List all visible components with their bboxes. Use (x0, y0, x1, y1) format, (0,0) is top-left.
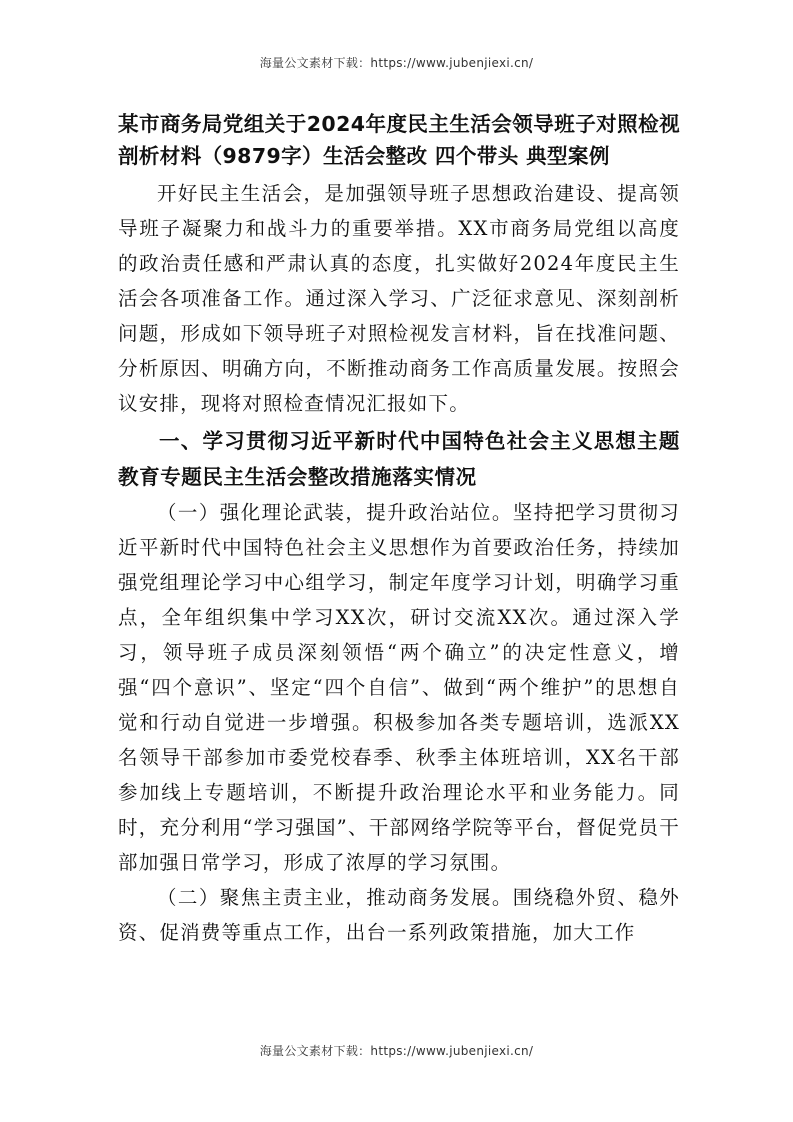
header-source-link[interactable]: 海量公文素材下载：https://www.jubenjiexi.cn/ (259, 56, 534, 70)
paragraph-2: （二）聚焦主责主业，推动商务发展。围绕稳外贸、稳外资、促消费等重点工作，出台一系列政策措施，加大工作 (118, 886, 680, 944)
document-title: 某市商务局党组关于2024年度民主生活会领导班子对照检视剖析材料（9879字）生活会整改 四个带头 典型案例 (118, 112, 680, 168)
section-1-heading: 一、学习贯彻习近平新时代中国特色社会主义思想主题教育专题民主生活会整改措施落实情况 (118, 429, 680, 489)
intro-paragraph: 开好民主生活会，是加强领导班子思想政治建设、提高领导班子凝聚力和战斗力的重要举措。XX市商务局党组以高度的政治责任感和严肃认真的态度，扎实做好2024年度民主生活会各项准备工作。通过深入学习、广泛征求意见、深刻剖析问题，形成如下领导班子对照检视发言材料，旨在找准问题、分析原因、明确方向，不断推动商务工作高质量发展。按照会议安排，现将对照检查情况汇报如下。 (118, 182, 680, 415)
document-body (118, 108, 680, 950)
paragraph-1: （一）强化理论武装，提升政治站位。坚持把学习贯彻习近平新时代中国特色社会主义思想作为首要政治任务，持续加强党组理论学习中心组学习，制定年度学习计划，明确学习重点，全年组织集中学习XX次，研讨交流XX次。通过深入学习，领导班子成员深刻领悟“两个确立”的决定性意义，增强“四个意识”、坚定“四个自信”、做到“两个维护”的思想自觉和行动自觉进一步增强。积极参加各类专题培训，选派XX名领导干部参加市委党校春季、秋季主体班培训，XX名干部参加线上专题培训，不断提升政治理论水平和业务能力。同时，充分利用“学习强国”、干部网络学院等平台，督促党员干部加强日常学习，形成了浓厚的学习氛围。 (118, 501, 680, 874)
footer-source-link[interactable]: 海量公文素材下载：https://www.jubenjiexi.cn/ (259, 1044, 534, 1058)
